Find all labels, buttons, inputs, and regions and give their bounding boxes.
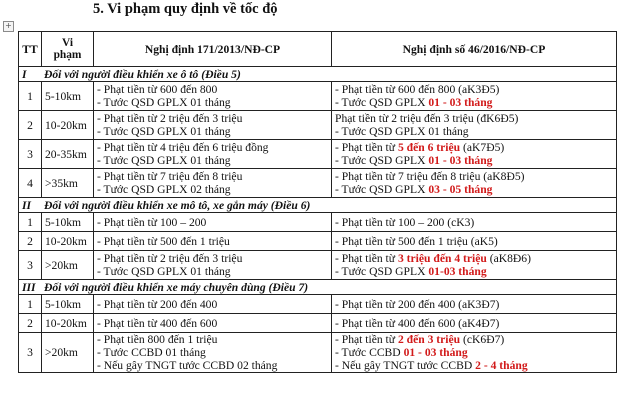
nd46-line xyxy=(335,154,613,167)
cell-vi-pham: 10-20km xyxy=(42,111,94,140)
table-row xyxy=(19,232,617,251)
cell-vi-pham: >35km xyxy=(42,169,94,198)
nd46-text: - Phạt tiền từ 100 – 200 (cK3) xyxy=(335,215,475,229)
cell-nd-171 xyxy=(94,232,332,251)
table-row xyxy=(19,140,617,169)
nd171-line: - Phạt tiền từ 100 – 200 xyxy=(97,215,207,229)
group-roman: II xyxy=(22,198,32,212)
cell-nd-46 xyxy=(332,82,617,111)
nd46-line xyxy=(335,298,613,311)
cell-tt: 2 xyxy=(19,314,42,333)
nd171-line: - Phạt tiền từ 4 triệu đến 6 triệu đồng xyxy=(97,141,269,154)
cell-nd-171 xyxy=(94,140,332,169)
cell-vi-pham: 10-20km xyxy=(42,232,94,251)
nd46-line xyxy=(335,265,613,278)
cell-nd-46 xyxy=(332,251,617,280)
nd46-text: - Nếu gây TNGT tước CCBD xyxy=(335,359,476,372)
table-row xyxy=(19,82,617,111)
cell-nd-171 xyxy=(94,169,332,198)
nd46-text: - Phạt tiền từ 500 đến 1 triệu (aK5) xyxy=(335,234,498,248)
nd171-line: - Phạt tiền 800 đến 1 triệu xyxy=(97,333,218,346)
nd46-line xyxy=(335,216,613,229)
highlighted-change: 01 - 03 tháng xyxy=(428,154,493,167)
cell-nd-46 xyxy=(332,111,617,140)
cell-tt: 3 xyxy=(19,333,42,373)
nd46-line xyxy=(335,317,613,330)
nd46-text: - Tước CCBD xyxy=(335,346,404,359)
cell-nd-46 xyxy=(332,169,617,198)
nd46-text: - Phạt tiền từ 600 đến 800 (aK3Đ5) xyxy=(335,83,500,96)
nd171-line: - Tước QSD GPLX 01 tháng xyxy=(97,96,231,109)
cell-nd-46 xyxy=(332,140,617,169)
cell-nd-46 xyxy=(332,314,617,333)
highlighted-change: 3 triệu đến 4 triệu xyxy=(397,252,487,265)
cell-vi-pham: 10-20km xyxy=(42,314,94,333)
group-row xyxy=(19,280,617,295)
nd171-line: - Tước QSD GPLX 01 tháng xyxy=(97,154,231,167)
nd171-line: - Phạt tiền từ 2 triệu đến 3 triệu xyxy=(97,252,243,265)
speed-violation-table xyxy=(18,31,617,373)
nd46-line xyxy=(335,141,613,154)
section-title: 5. Vi phạm quy định về tốc độ xyxy=(93,1,278,17)
table-row xyxy=(19,213,617,232)
nd171-line: - Tước QSD GPLX 02 tháng xyxy=(97,183,231,196)
nd46-text: - Phạt tiền từ 200 đến 400 (aK3Đ7) xyxy=(335,297,500,311)
nd171-line: - Nếu gây TNGT tước CCBD 02 tháng xyxy=(97,359,278,372)
cell-tt: 2 xyxy=(19,111,42,140)
nd46-line xyxy=(335,125,613,138)
nd46-text: - Tước QSD GPLX 01 tháng xyxy=(335,125,469,138)
nd46-line xyxy=(335,112,613,125)
highlighted-change: 03 - 05 tháng xyxy=(428,183,493,196)
highlighted-change: 5 đến 6 triệu xyxy=(397,141,461,154)
group-roman: I xyxy=(22,67,27,81)
nd46-text: - Tước QSD GPLX xyxy=(335,154,429,167)
cell-tt: 3 xyxy=(19,140,42,169)
nd46-text: - Tước QSD GPLX xyxy=(335,265,429,278)
nd46-line xyxy=(335,333,613,346)
nd171-line: - Phạt tiền từ 7 triệu đến 8 triệu xyxy=(97,170,243,183)
nd46-text: - Phạt tiền từ xyxy=(335,333,398,346)
nd46-line xyxy=(335,96,613,109)
highlighted-change: 2 đến 3 triệu xyxy=(397,333,461,346)
cell-nd-171 xyxy=(94,295,332,314)
table-row xyxy=(19,251,617,280)
cell-nd-46 xyxy=(332,295,617,314)
nd171-line: - Tước QSD GPLX 01 tháng xyxy=(97,125,231,138)
group-title: Đối với người điều khiển xe máy chuyên dùng (Điều 7) xyxy=(44,280,309,294)
group-row xyxy=(19,67,617,82)
nd46-line xyxy=(335,170,613,183)
nd171-line: - Tước QSD GPLX 01 tháng xyxy=(97,265,231,278)
nd171-line: - Phạt tiền từ 600 đến 800 xyxy=(97,83,218,96)
cell-tt: 4 xyxy=(19,169,42,198)
nd46-text: (aK8Đ6) xyxy=(486,252,531,265)
cell-nd-46 xyxy=(332,333,617,373)
nd171-line: - Tước CCBD 01 tháng xyxy=(97,346,206,359)
header-vi-pham-line1: Vi xyxy=(62,37,73,49)
cell-tt: 2 xyxy=(19,232,42,251)
cell-vi-pham: 20-35km xyxy=(42,140,94,169)
highlighted-change: 01 - 03 tháng xyxy=(428,96,493,109)
nd46-text: (cK6Đ7) xyxy=(460,333,505,346)
cell-nd-171 xyxy=(94,82,332,111)
nd46-text: - Phạt tiền từ xyxy=(335,252,398,265)
cell-tt: 1 xyxy=(19,213,42,232)
cell-vi-pham: 5-10km xyxy=(42,295,94,314)
table-body xyxy=(19,67,617,373)
nd46-text: (aK7Đ5) xyxy=(460,141,505,154)
cell-tt: 1 xyxy=(19,295,42,314)
cell-tt: 1 xyxy=(19,82,42,111)
nd46-line xyxy=(335,235,613,248)
group-row xyxy=(19,198,617,213)
group-roman: III xyxy=(22,280,36,294)
header-nd-171: Nghị định 171/2013/NĐ-CP xyxy=(94,32,332,67)
cell-nd-46 xyxy=(332,232,617,251)
nd46-line xyxy=(335,252,613,265)
cell-nd-171 xyxy=(94,333,332,373)
table-row xyxy=(19,111,617,140)
header-nd-46: Nghị định số 46/2016/NĐ-CP xyxy=(332,32,617,67)
nd46-text: - Tước QSD GPLX xyxy=(335,183,429,196)
nd171-line: - Phạt tiền từ 400 đến 600 xyxy=(97,316,218,330)
cell-nd-171 xyxy=(94,213,332,232)
group-title: Đối với người điều khiển xe mô tô, xe gắn máy (Điều 6) xyxy=(44,198,311,212)
header-vi-pham xyxy=(42,32,94,67)
group-title: Đối với người điều khiển xe ô tô (Điều 5) xyxy=(44,67,241,81)
cell-tt: 3 xyxy=(19,251,42,280)
nd46-line xyxy=(335,346,613,359)
header-vi-pham-line2: phạm xyxy=(53,49,82,61)
cell-nd-171 xyxy=(94,251,332,280)
cell-vi-pham: >20km xyxy=(42,333,94,373)
nd46-text: - Phạt tiền từ 7 triệu đến 8 triệu (aK8Đ5) xyxy=(335,170,525,183)
group-header xyxy=(19,198,617,213)
cell-nd-171 xyxy=(94,314,332,333)
table-row xyxy=(19,169,617,198)
nd46-text: - Tước QSD GPLX xyxy=(335,96,429,109)
cell-vi-pham: 5-10km xyxy=(42,82,94,111)
table-row xyxy=(19,333,617,373)
nd46-line xyxy=(335,359,613,372)
highlighted-change: 01 - 03 tháng xyxy=(403,346,468,359)
nd46-text: - Phạt tiền từ xyxy=(335,141,398,154)
nd46-line xyxy=(335,183,613,196)
four-way-arrow-icon[interactable]: + xyxy=(3,21,14,32)
nd46-text: Phạt tiền từ 2 triệu đến 3 triệu (đK6Đ5) xyxy=(335,112,519,125)
highlighted-change: 2 - 4 tháng xyxy=(475,359,528,372)
cell-nd-46 xyxy=(332,213,617,232)
highlighted-change: 01-03 tháng xyxy=(428,265,487,278)
cell-nd-171 xyxy=(94,111,332,140)
group-header xyxy=(19,280,617,295)
nd171-line: - Phạt tiền từ 500 đến 1 triệu xyxy=(97,234,230,248)
table-row xyxy=(19,314,617,333)
header-tt: TT xyxy=(19,32,42,67)
nd171-line: - Phạt tiền từ 2 triệu đến 3 triệu xyxy=(97,112,243,125)
nd46-line xyxy=(335,83,613,96)
table-header-row xyxy=(19,32,617,67)
nd171-line: - Phạt tiền từ 200 đến 400 xyxy=(97,297,218,311)
nd46-text: - Phạt tiền từ 400 đến 600 (aK4Đ7) xyxy=(335,316,500,330)
table-row xyxy=(19,295,617,314)
group-header xyxy=(19,67,617,82)
cell-vi-pham: >20km xyxy=(42,251,94,280)
cell-vi-pham: 5-10km xyxy=(42,213,94,232)
